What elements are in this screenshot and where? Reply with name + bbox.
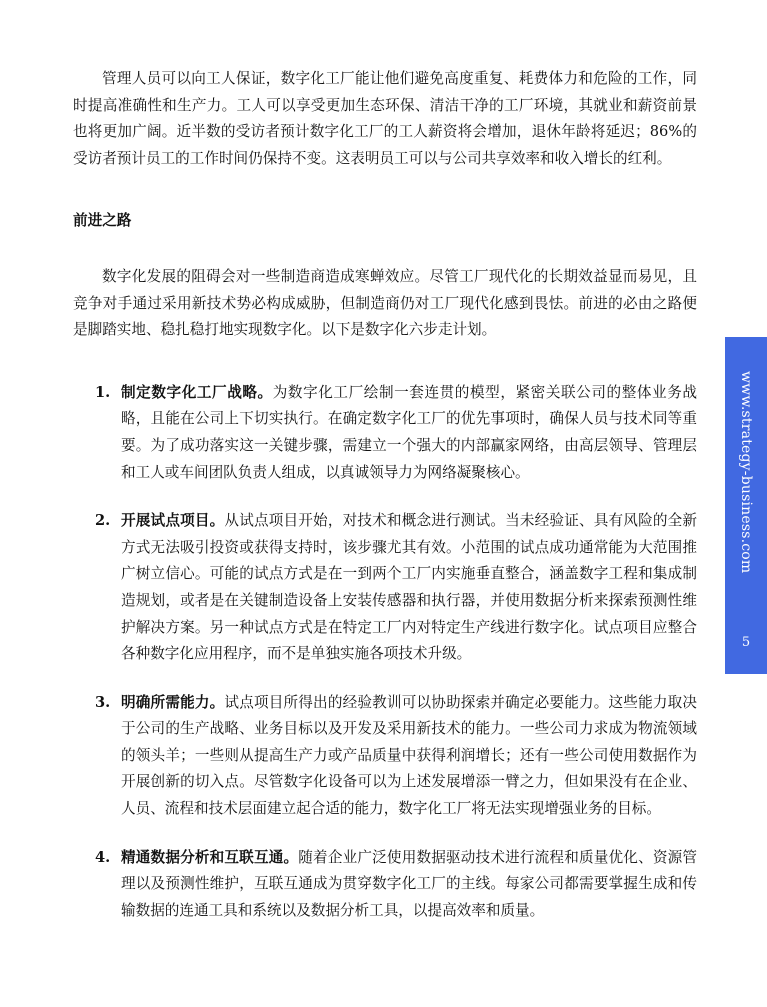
list-item [73, 690, 697, 823]
list-item [73, 845, 697, 925]
step-text: 随着企业广泛使用数据驱动技术进行流程和质量优化、资源管理以及预测性维护，互联互通成为贯穿数字化工厂的主线。每家公司都需要掌握生成和传输数据的连通工具和系统以及数据分析工具，以提高效率和质量。 [121, 848, 697, 919]
step-number: 3. [95, 693, 111, 711]
step-body [121, 380, 697, 486]
step-text: 为数字化工厂绘制一套连贯的模型，紧密关联公司的整体业务战略，且能在公司上下切实执行。在确定数字化工厂的优先事项时，确保人员与技术同等重要。为了成功落实这一关键步骤，需建立一个强大的内部赢家网络，由高层领导、管理层和工人或车间团队负责人组成，以真诚领导力为网络凝聚核心。 [121, 383, 697, 481]
steps-list [73, 380, 697, 925]
page-number: 5 [741, 635, 751, 650]
step-number: 2. [95, 512, 111, 530]
website-url: www.strategy-business.com [738, 370, 754, 574]
step-title: 开展试点项目。 [121, 512, 225, 530]
list-item [73, 508, 697, 668]
side-tab [725, 337, 767, 674]
step-number: 1. [95, 383, 111, 401]
section-paragraph: 数字化发展的阻碍会对一些制造商造成寒蝉效应。尽管工厂现代化的长期效益显而易见，且竞争对手通过采用新技术势必构成威胁，但制造商仍对工厂现代化感到畏怯。前进的必由之路便是脚踏实地、稳扎稳打地实现数字化。以下是数字化六步走计划。 [73, 267, 697, 339]
list-item [73, 380, 697, 486]
page-content [73, 66, 697, 946]
step-number: 4. [95, 848, 111, 866]
step-body [121, 690, 697, 823]
step-text: 试点项目所得出的经验教训可以协助探索并确定必要能力。这些能力取决于公司的生产战略、业务目标以及开发及采用新技术的能力。一些公司力求成为物流领域的领头羊；一些则从提高生产力或产品质量中获得利润增长；还有一些公司使用数据作为开展创新的切入点。尽管数字化设备可以为上述发展增添一臂之力，但如果没有在企业、人员、流程和技术层面建立起合适的能力，数字化工厂将无法实现增强业务的目标。 [121, 693, 697, 818]
step-body [121, 845, 697, 925]
section-heading: 前进之路 [73, 212, 132, 230]
step-title: 制定数字化工厂战略。 [121, 383, 273, 401]
step-body [121, 508, 697, 668]
intro-paragraph: 管理人员可以向工人保证，数字化工厂能让他们避免高度重复、耗费体力和危险的工作，同时提高准确性和生产力。工人可以享受更加生态环保、清洁干净的工厂环境，其就业和薪资前景也将更加广阔。近半数的受访者预计数字化工厂的工人薪资将会增加，退休年龄将延迟；86%的受访者预计员工的工作时间仍保持不变。这表明员工可以与公司共享效率和收入增长的红利。 [73, 70, 697, 167]
step-title: 明确所需能力。 [121, 693, 225, 711]
step-title: 精通数据分析和互联互通。 [121, 848, 299, 866]
step-text: 从试点项目开始，对技术和概念进行测试。当未经验证、具有风险的全新方式无法吸引投资或获得支持时，该步骤尤其有效。小范围的试点成功通常能为大范围推广树立信心。可能的试点方式是在一到两个工厂内实施垂直整合，涵盖数字工程和集成制造规划，或者是在关键制造设备上安装传感器和执行器，并使用数据分析来探索预测性维护解决方案。另一种试点方式是在特定工厂内对特定生产线进行数字化。试点项目应整合各种数字化应用程序，而不是单独实施各项技术升级。 [121, 512, 697, 663]
side-url-container [725, 337, 767, 607]
